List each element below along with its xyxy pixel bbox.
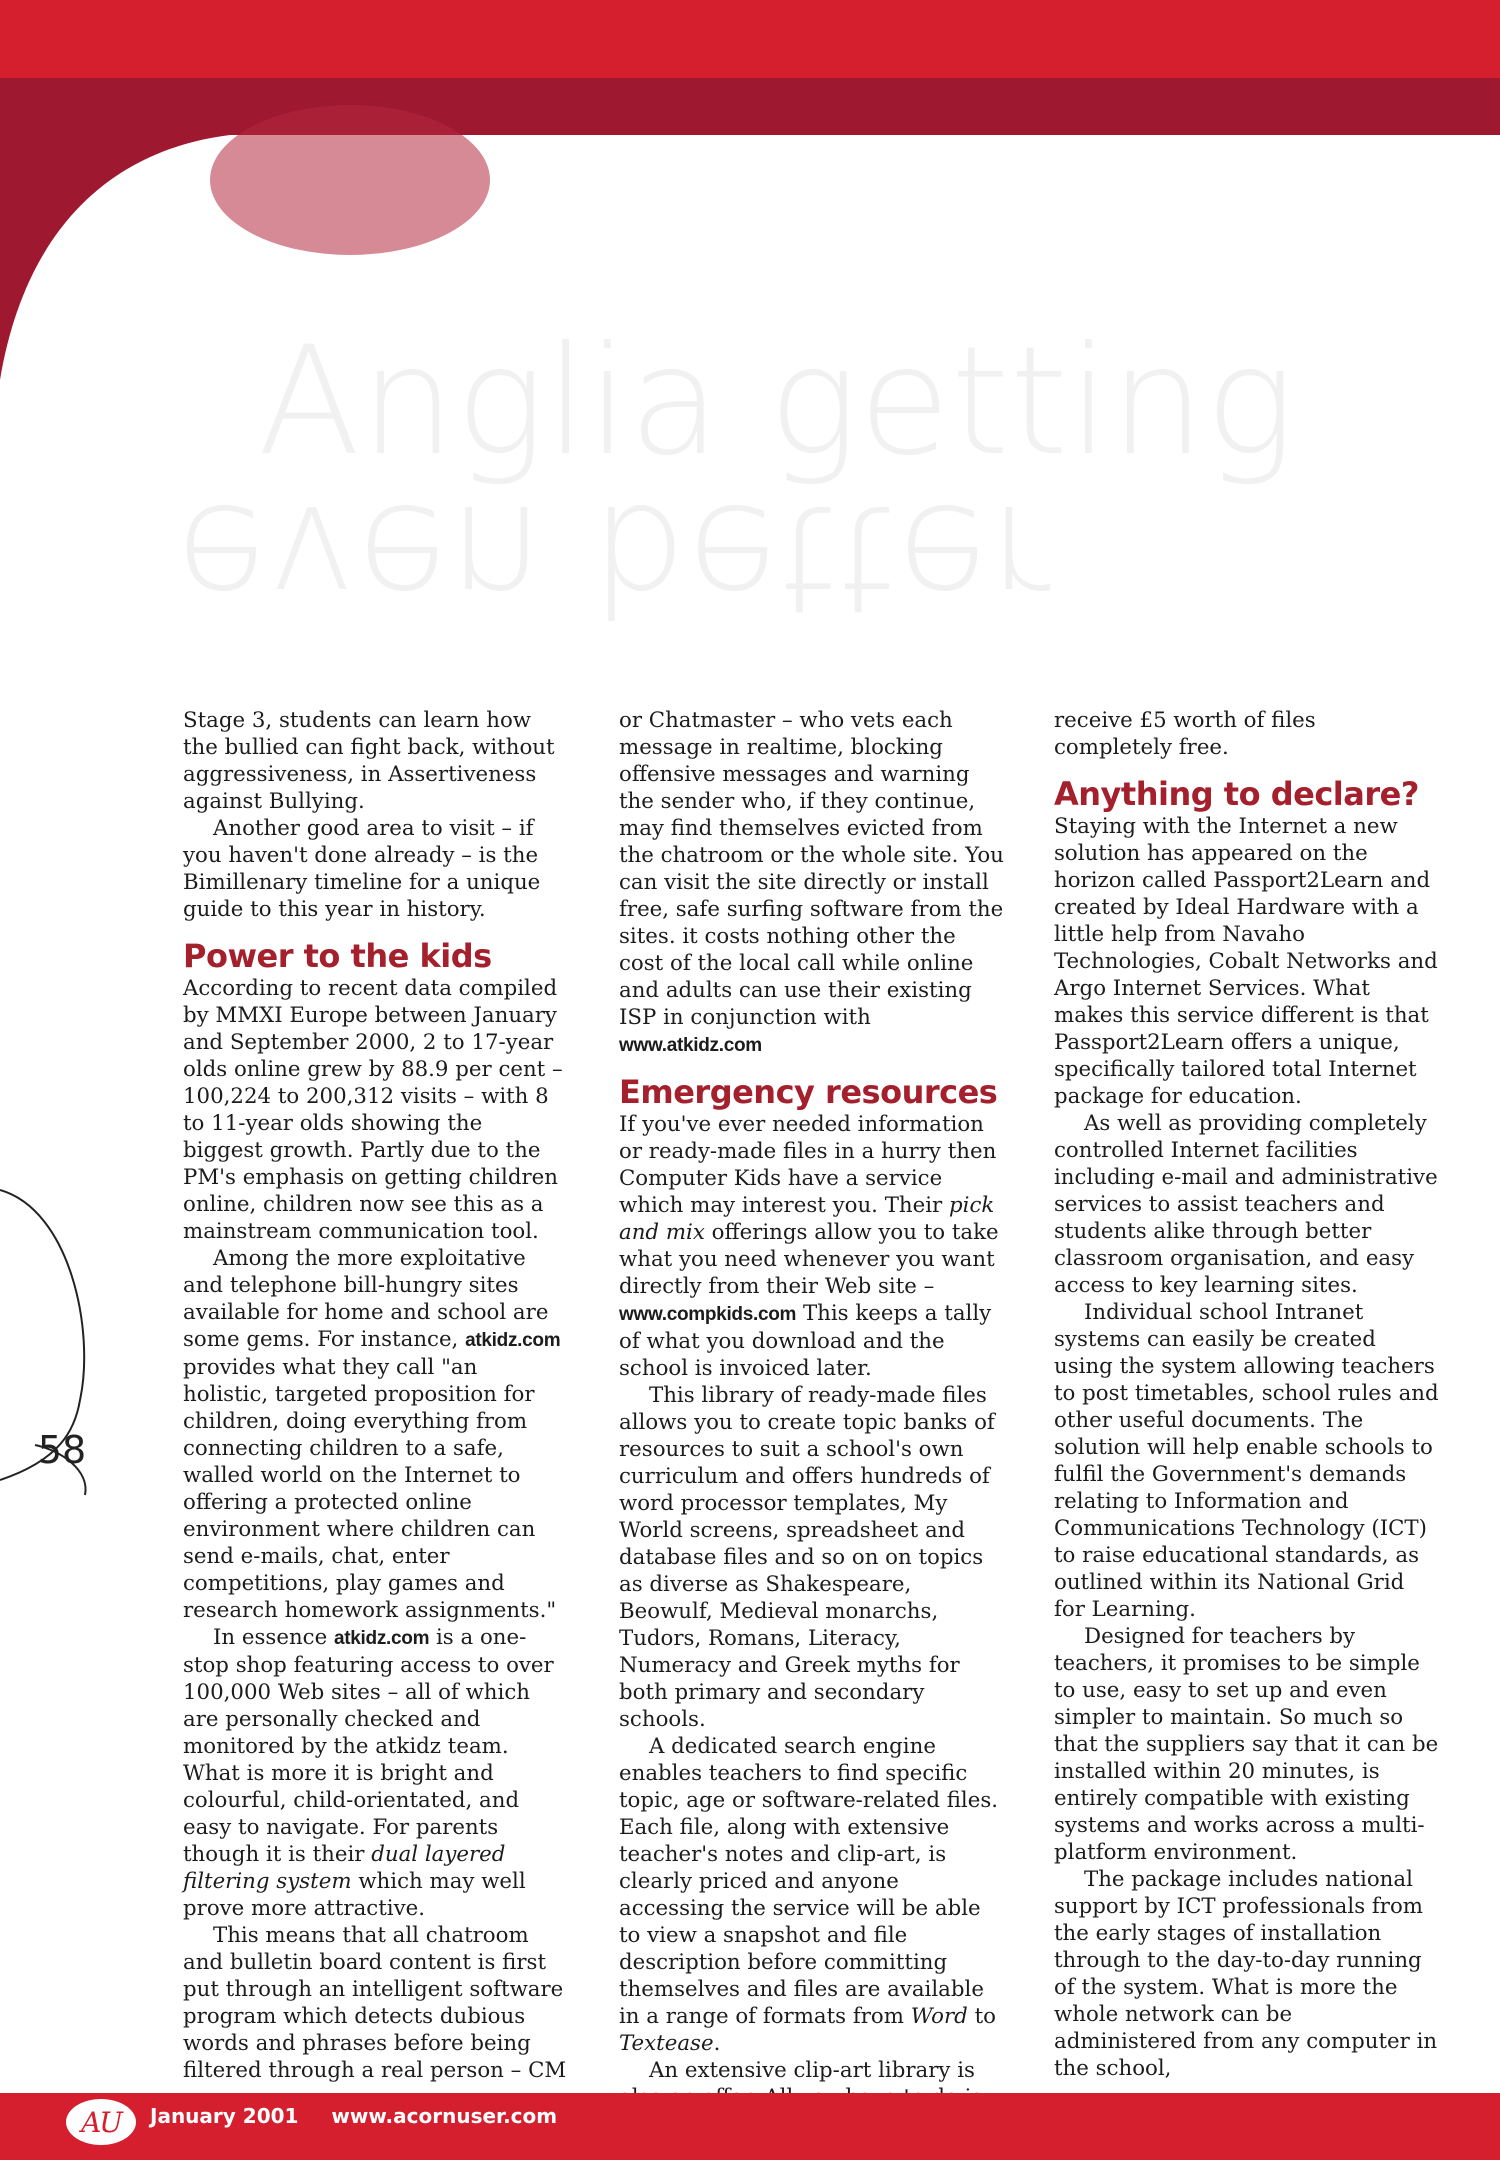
- paragraph: The package includes national support by ICT professionals from the early stages of installation through to the day-to-day running of the system. What is more the whole network can be administered from any computer in the school,: [1054, 1867, 1438, 2081]
- text-run: which may well prove more attractive.: [183, 1869, 526, 1921]
- paragraph: This library of ready-made files allows you to create topic banks of resources to suit a school's own curriculum and offers hundreds of word processor templates, My World screens, spreadsheet and database files and so on on topics as diverse as Shakespeare, Beowulf, Medieval monarchs, Tudors, Romans, Literacy, Numeracy and Greek myths for both primary and secondary schools.: [619, 1383, 995, 1732]
- compkids-url-link[interactable]: www.compkids.com: [619, 1304, 797, 1325]
- text-run: A dedicated search engine enables teachers to find specific topic, age or software-related files. Each file, along with extensive teacher's notes and clip-art, is clearly priced and anyone accessing the service will be able to view a snapshot and file description before committing themselves and files are available in a range of formats from: [619, 1734, 999, 2029]
- atkidz-link[interactable]: atkidz.com: [465, 1330, 561, 1351]
- paragraph: Staying with the Internet a new solution has appeared on the horizon called Passport2Learn and created by Ideal Hardware with a little help from Navaho Technologies, Cobalt Networks and Argo Internet Services. What makes this service different is that Passport2Learn offers a unique, specifically tailored total Internet package for education.: [1054, 814, 1438, 1109]
- text-run: is a one-stop shop featuring access to over 100,000 Web sites – all of which are personally checked and monitored by the atkidz team. What is more it is bright and colourful, child-orientated, and easy to navigate. For parents though it is their: [183, 1625, 554, 1867]
- swoosh-ghost-ellipse: [210, 105, 490, 255]
- paragraph: [619, 707, 1004, 1059]
- paragraph: Stage 3, students can learn how the bullied can fight back, without aggressiveness, in Assertiveness against Bullying.: [183, 708, 555, 814]
- footer-info: [150, 2104, 583, 2128]
- article-column-3: [1054, 707, 1439, 2082]
- italic-text: Word: [910, 2004, 968, 2029]
- watermark-line-2: even better: [175, 471, 1051, 645]
- text-run: .: [713, 2031, 721, 2056]
- text-run: Among the more exploitative and telephone bill-hungry sites available for home and school are some gems. For instance,: [183, 1246, 549, 1352]
- footer-date: January 2001: [150, 2104, 299, 2128]
- paragraph: [183, 1245, 568, 1624]
- paragraph: This means that all chatroom and bulletin board content is first put through an intelligent software program which detects dubious words and phrases before being filtered through a real person – CM: [183, 1923, 567, 2083]
- paragraph: [619, 1111, 1004, 1382]
- article-column-2: [619, 707, 1004, 2138]
- paragraph: [619, 1733, 1004, 2057]
- text-run: provides what they call "an holistic, targeted proposition for children, doing everything from connecting children to a safe, walled world on the Internet to offering a protected online environment where children can send e-mails, chat, enter competitions, play games and research homework assignments.": [183, 1355, 557, 1623]
- text-run: This keeps a tally of what you download and the school is invoiced later.: [619, 1301, 992, 1381]
- paragraph: Another good area to visit – if you haven't done already – is the Bimillenary timeline for a unique guide to this year in history.: [183, 816, 541, 922]
- paragraph: receive £5 worth of files completely free.: [1054, 708, 1316, 760]
- text-run: offerings allow you to take what you need whenever you want directly from their Web site –: [619, 1220, 999, 1299]
- footer-website[interactable]: www.acornuser.com: [331, 2104, 558, 2128]
- paragraph: According to recent data compiled by MMXI Europe between January and September 2000, 2 to 17-year olds online grew by 88.9 per cent – 100,224 to 200,312 visits – with 8 to 11-year olds showing the biggest growth. Partly due to the PM's emphasis on getting children online, children now see this as a mainstream communication tool.: [183, 976, 563, 1244]
- italic-text: pick and mix: [619, 1193, 995, 1245]
- text-run: If you've ever needed information or ready-made files in a hurry then Computer Kids have a service which may interest you. Their: [619, 1112, 997, 1218]
- text-run: to: [974, 2004, 996, 2029]
- section-heading-anything-to-declare: Anything to declare?: [1054, 775, 1419, 813]
- paragraph: As well as providing completely controlled Internet facilities including e-mail and administrative services to assist teachers and students alike through better classroom organisation, and easy access to key learning sites.: [1054, 1111, 1438, 1298]
- atkidz-url-link[interactable]: www.atkidz.com: [619, 1035, 762, 1056]
- paragraph: Designed for teachers by teachers, it promises to be simple to use, easy to set up and even simpler to maintain. So much so that the suppliers say that it can be installed within 20 minutes, is entirely compatible with existing systems and works across a multi-platform environment.: [1054, 1624, 1439, 1865]
- paragraph: An extensive clip-art library is: [649, 2058, 975, 2083]
- acorn-user-logo: AU: [66, 2099, 136, 2145]
- paragraph: [183, 1624, 568, 1922]
- text-run: In essence: [213, 1625, 328, 1650]
- atkidz-link[interactable]: atkidz.com: [334, 1628, 430, 1649]
- section-heading-emergency-resources: Emergency resources: [619, 1073, 998, 1111]
- text-run: or Chatmaster – who vets each message in realtime, blocking offensive messages and warning the sender who, if they continue, may find themselves evicted from the chatroom or the whole site. You can visit the site directly or install free, safe surfing software from the sites. it costs nothing other the cost of the local call while online and adults can use their existing ISP in conjunction with: [619, 708, 1004, 1030]
- paragraph: Individual school Intranet systems can easily be created using the system allowing teachers to post timetables, school rules and other useful documents. The solution will help enable schools to fulfil the Government's demands relating to Information and Communications Technology (ICT) to raise educational standards, as outlined within its National Grid for Learning.: [1054, 1300, 1439, 1622]
- article-column-1: [183, 707, 568, 2084]
- watermark-line-1: Anglia getting: [257, 315, 1295, 489]
- headline-watermark: [175, 315, 1325, 645]
- section-heading-power-to-the-kids: Power to the kids: [183, 937, 492, 975]
- page-number: 58: [37, 1428, 87, 1472]
- italic-text: Textease: [619, 2031, 714, 2056]
- italic-text: dual layered filtering system: [183, 1842, 506, 1894]
